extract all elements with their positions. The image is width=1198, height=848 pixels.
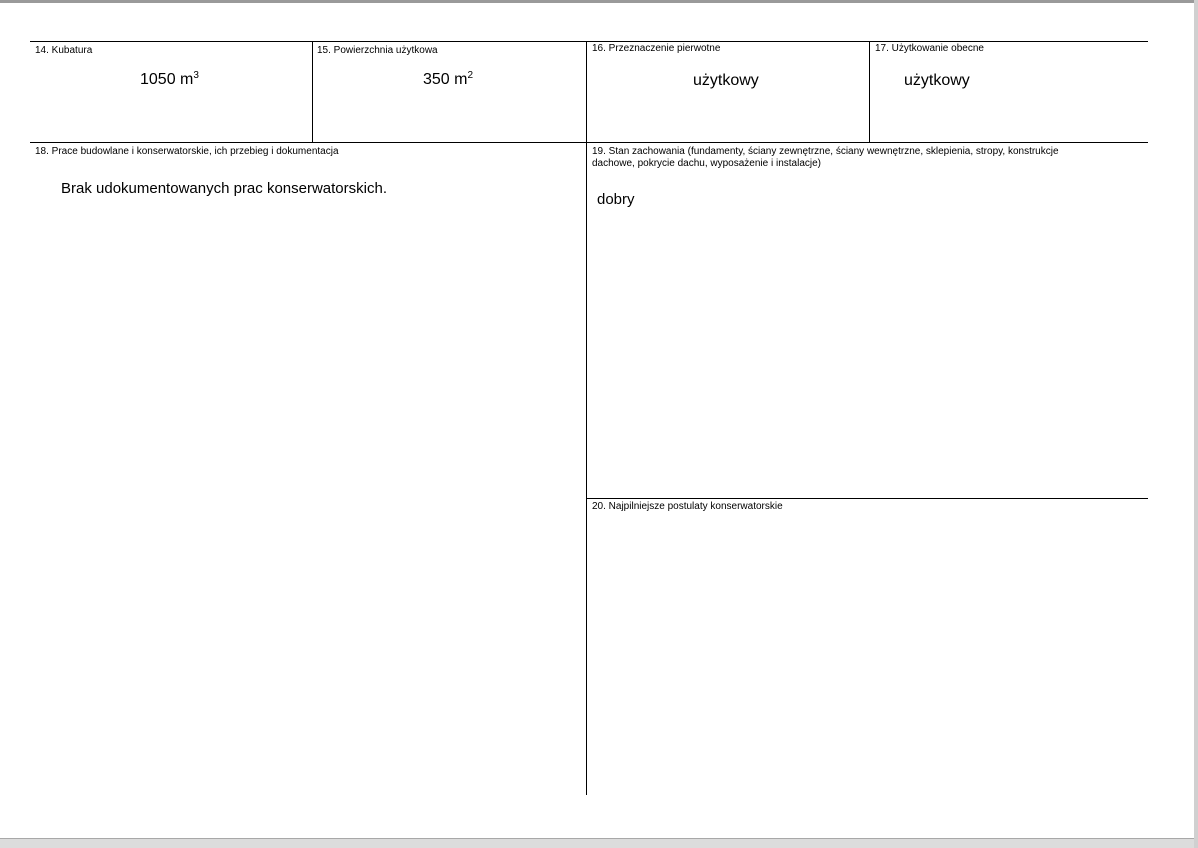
field-15-number: 350 (423, 71, 450, 88)
col-divider-14-15 (312, 41, 313, 142)
field-16-label: 16. Przeznaczenie pierwotne (592, 43, 721, 54)
field-20-top-border (586, 498, 1148, 499)
field-16-value: użytkowy (693, 72, 759, 89)
field-17-value: użytkowy (904, 72, 970, 89)
field-14-label: 14. Kubatura (35, 45, 93, 56)
field-20-label: 20. Najpilniejsze postulaty konserwatorskie (592, 501, 783, 512)
form-top-border (30, 41, 1148, 42)
field-15-exponent: 2 (467, 70, 474, 81)
field-19-value: dobry (597, 191, 635, 208)
col-divider-main (586, 41, 587, 795)
field-17-label: 17. Użytkowanie obecne (875, 43, 984, 54)
field-14-exponent: 3 (193, 70, 199, 81)
field-14-number: 1050 (140, 71, 176, 88)
scan-edge-bottom (0, 838, 1198, 848)
field-15-unit: m (454, 71, 468, 88)
field-14-unit: m (180, 71, 194, 88)
scan-edge-top (0, 0, 1198, 3)
field-19-label: 19. Stan zachowania (fundamenty, ściany zewnętrzne, ściany wewnętrzne, sklepienia, stropy, konstrukcje dachowe, pokrycie dachu, wyposażenie i instalacje) (592, 146, 1059, 169)
scan-edge-right (1194, 0, 1198, 848)
field-18-label: 18. Prace budowlane i konserwatorskie, ich przebieg i dokumentacja (35, 146, 339, 157)
field-14-value (140, 70, 199, 90)
field-18-value: Brak udokumentowanych prac konserwatorskich. (61, 180, 387, 197)
col-divider-16-17 (869, 41, 870, 142)
row-divider-1 (30, 142, 1148, 143)
field-15-value (423, 70, 473, 90)
field-15-label: 15. Powierzchnia użytkowa (317, 45, 438, 56)
